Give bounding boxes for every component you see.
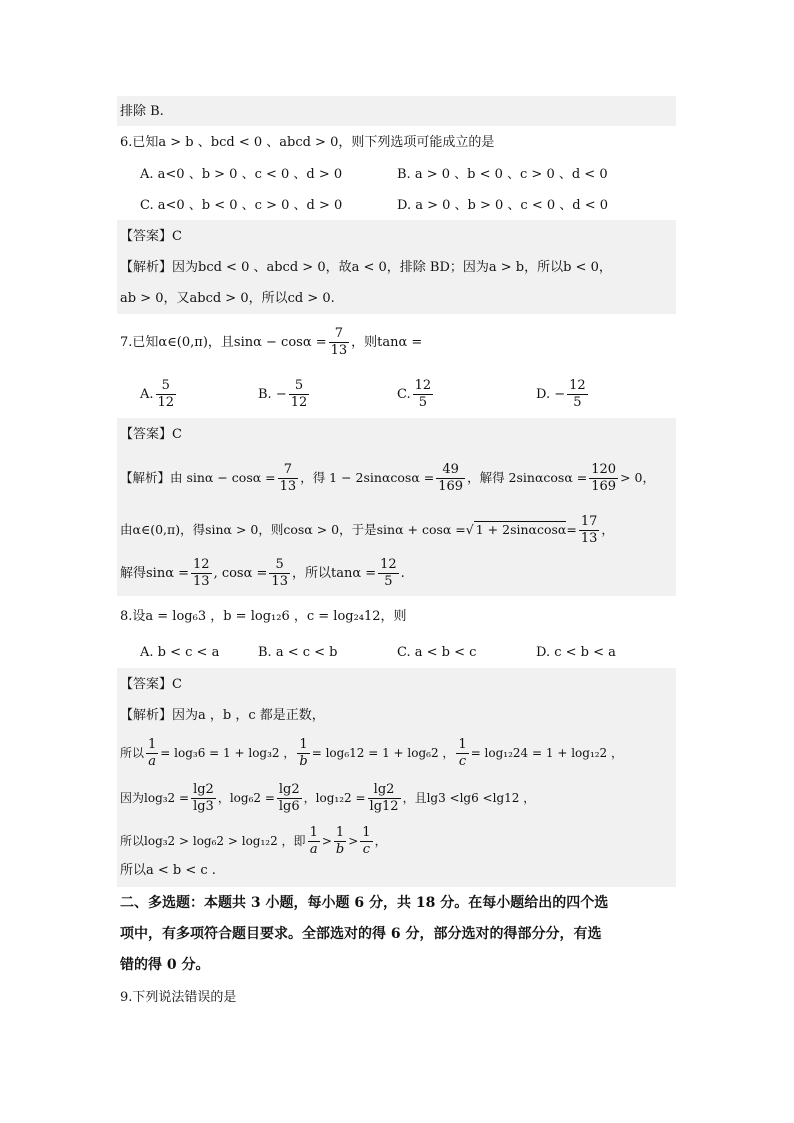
q7-option-c-den: 5 <box>418 395 428 410</box>
q6-answer: 【答案】C <box>120 229 182 244</box>
q8-a2-t1: = log₃6 = 1 + log₃2 ， <box>160 746 296 760</box>
q7-a3-n2: 5 <box>269 557 290 574</box>
section2-line1: 二、多选题：本题共 3 小题，每小题 6 分，共 18 分。在每小题给出的四个选 <box>120 895 609 911</box>
q7-a1-frac1 <box>278 462 299 495</box>
q7-a2-eq: = <box>566 522 577 537</box>
q7-a3-mid2: ，所以tanα = <box>291 566 377 581</box>
q8-option-a: A. b < c < a <box>140 645 220 660</box>
section2-heading <box>120 888 680 981</box>
q7-a3-n3: 12 <box>380 557 397 572</box>
q7-option-d-den: 5 <box>573 395 582 410</box>
q7-a2-d: 13 <box>580 531 598 546</box>
q8-stem: 8.设a = log₆3 ，b = log₁₂6 ，c = log₂₄12，则 <box>120 609 407 624</box>
q8-a4-gt1: > <box>321 834 332 848</box>
q7-option-a <box>140 378 178 411</box>
q8-a4-gt2: > <box>348 834 359 848</box>
q7-a1-pre: 【解析】由 sinα − cosα = <box>120 470 276 485</box>
q7-option-a-num: 5 <box>156 378 177 395</box>
q7-option-a-label: A. <box>140 387 154 402</box>
q8-a3-frac2 <box>277 782 302 815</box>
q7-analysis-line3 <box>120 557 405 590</box>
q7-stem-post: ，则tanα = <box>351 335 423 350</box>
q8-a3-pre: 因为log₃2 = <box>120 791 190 805</box>
q8-a3-frac1 <box>191 782 216 815</box>
q7-a3-n1: 12 <box>193 557 210 572</box>
q8-a3-f3n: lg2 <box>368 782 401 799</box>
q7-option-a-den: 12 <box>157 395 175 410</box>
q6-option-c: C. a<0 、b < 0 、c > 0 、d > 0 <box>140 198 343 213</box>
q7-a1-post: > 0， <box>620 470 655 485</box>
q8-a3-m2: ，log₁₂2 = <box>303 791 366 805</box>
q7-a3-d2: 13 <box>271 574 288 589</box>
q8-a3-post: ，且lg3 <lg6 <lg12 ， <box>402 791 536 805</box>
q7-analysis-line1 <box>120 462 655 495</box>
q7-a1-n2: 49 <box>436 462 465 479</box>
q7-a2-sqrt: 1 + 2sinαcosα <box>475 522 567 537</box>
answer-shade-top <box>117 96 676 126</box>
q8-a4-frac-a: $\frac{1}{a}$ <box>309 825 318 857</box>
q7-a3-d3: 5 <box>384 574 393 589</box>
section2-line3: 错的得 0 分。 <box>120 957 210 973</box>
q7-a3-mid: , cosα = <box>213 566 268 581</box>
q6-analysis-line1: 【解析】因为bcd < 0 、abcd > 0，故a < 0，排除 BD；因为a > b，所以b < 0， <box>120 260 612 275</box>
q8-a3-f1d: lg3 <box>193 799 214 814</box>
q8-option-c: C. a < b < c <box>397 645 477 660</box>
q8-analysis-line5: 所以a < b < c . <box>120 863 216 878</box>
q8-answer: 【答案】C <box>120 677 182 692</box>
q8-a2-b: b <box>299 754 308 769</box>
q8-option-d: D. c < b < a <box>536 645 616 660</box>
q7-a3-d1: 13 <box>193 574 210 589</box>
q7-option-d-num: 12 <box>569 378 586 393</box>
q7-option-b-den: 12 <box>290 395 308 410</box>
q7-option-d <box>536 378 590 411</box>
q8-a2-a: a <box>148 754 157 769</box>
q7-option-b-label: B. − <box>258 387 287 402</box>
q7-a1-n1: 7 <box>278 462 299 479</box>
q6-option-b: B. a > 0 、b < 0 、c > 0 、d < 0 <box>397 167 608 182</box>
q8-a2-pre: 所以 <box>120 746 145 760</box>
q8-a4-b: b <box>335 842 345 857</box>
q7-analysis-line2: 由α∈(0,π)，得sinα > 0，则cosα > 0，于是sinα + cosα =√ 1 + 2sinαcosα= $\frac{17}{13}$ ， <box>120 514 614 546</box>
q7-option-d-fraction <box>567 378 588 411</box>
q7-answer: 【答案】C <box>120 427 182 442</box>
q8-a4-pre: 所以log₃2 > log₆2 > log₁₂2 ，即 <box>120 834 306 848</box>
q8-analysis-line1: 【解析】因为a ，b ，c 都是正数， <box>120 708 325 723</box>
q8-option-b: B. a < c < b <box>258 645 338 660</box>
q7-option-b <box>258 378 311 411</box>
q8-a3-m1: ，log₆2 = <box>217 791 275 805</box>
q7-a1-d2: 169 <box>438 479 464 494</box>
q7-stem-pre: 7.已知α∈(0,π)，且sinα − cosα = <box>120 335 327 350</box>
q7-stem-fraction <box>329 326 350 359</box>
q7-a2-post: ， <box>601 522 614 537</box>
q7-a1-mid2: ，解得 2sinαcosα = <box>467 470 588 485</box>
q8-a3-f1n: lg2 <box>193 782 214 797</box>
q7-a2-n: 17 <box>580 514 598 529</box>
q7-option-c-num: 12 <box>414 378 432 393</box>
q8-a3-f2n: lg2 <box>278 782 300 797</box>
q7-a3-frac2 <box>269 557 290 590</box>
q8-a2-c: c <box>458 754 467 769</box>
q8-a2-frac-c: $\frac{1}{c}$ <box>458 737 467 769</box>
q7-a1-d1: 13 <box>279 479 297 494</box>
q7-a1-n3: 120 <box>591 462 617 477</box>
q7-option-d-label: D. − <box>536 387 566 402</box>
q7-a1-frac3 <box>589 462 618 495</box>
q6-option-d: D. a > 0 、b > 0 、c < 0 、d < 0 <box>397 198 609 213</box>
section2-line2: 项中，有多项符合题目要求。全部选对的得 6 分，部分选对的得部分分，有选 <box>120 926 602 942</box>
q6-analysis-line2: ab > 0，又abcd > 0，所以cd > 0. <box>120 291 335 306</box>
q8-analysis-line2 <box>120 737 623 770</box>
q7-option-c <box>397 378 435 411</box>
q7-stem-num: 7 <box>329 326 350 343</box>
q6-option-a: A. a<0 、b > 0 、c < 0 、d > 0 <box>140 167 343 182</box>
q8-analysis-line3 <box>120 782 535 815</box>
q7-option-b-num: 5 <box>289 378 310 395</box>
q8-a3-f3d: lg12 <box>369 799 399 814</box>
q8-a4-a: a <box>309 842 318 857</box>
q8-a4-c: c <box>362 842 371 857</box>
q8-a3-f2d: lg6 <box>278 799 300 814</box>
q8-a4-frac-b: $\frac{1}{b}$ <box>335 825 345 857</box>
q8-analysis-line4 <box>120 825 387 858</box>
q7-a2-pre: 由α∈(0,π)，得sinα > 0，则cosα > 0，于是sinα + cosα = <box>120 522 466 537</box>
q7-a3-pre: 解得sinα = <box>120 566 190 581</box>
q7-stem-den: 13 <box>330 343 348 358</box>
q7-option-c-fraction <box>413 378 434 411</box>
q9-stem: 9.下列说法错误的是 <box>120 990 237 1005</box>
q7-option-a-fraction <box>156 378 177 411</box>
q7-a2-frac <box>579 514 600 547</box>
q6-stem: 6.已知a > b 、bcd < 0 、abcd > 0，则下列选项可能成立的是 <box>120 135 495 150</box>
q8-a4-frac-c: $\frac{1}{c}$ <box>362 825 371 857</box>
q8-a2-t2: = log₆12 = 1 + log₆2 ， <box>311 746 455 760</box>
q7-a1-mid: ，得 1 − 2sinαcosα = <box>300 470 435 485</box>
q7-a3-post: . <box>400 566 405 581</box>
exclude-b-line: 排除 B. <box>120 104 164 119</box>
q7-a3-frac1 <box>191 557 212 590</box>
q8-a2-t3: = log₁₂24 = 1 + log₁₂2 ， <box>470 746 624 760</box>
q7-stem <box>120 326 422 359</box>
q7-a1-d3: 169 <box>591 479 617 494</box>
q8-a2-frac-b: $\frac{1}{b}$ <box>299 737 308 769</box>
q7-a3-frac3 <box>378 557 399 590</box>
q7-a1-frac2 <box>436 462 465 495</box>
q8-a3-frac3 <box>368 782 401 815</box>
q7-option-b-fraction <box>289 378 310 411</box>
q8-a2-frac-a: $\frac{1}{a}$ <box>148 737 157 769</box>
q7-option-c-label: C. <box>397 387 411 402</box>
q8-a4-post: ， <box>374 834 387 848</box>
